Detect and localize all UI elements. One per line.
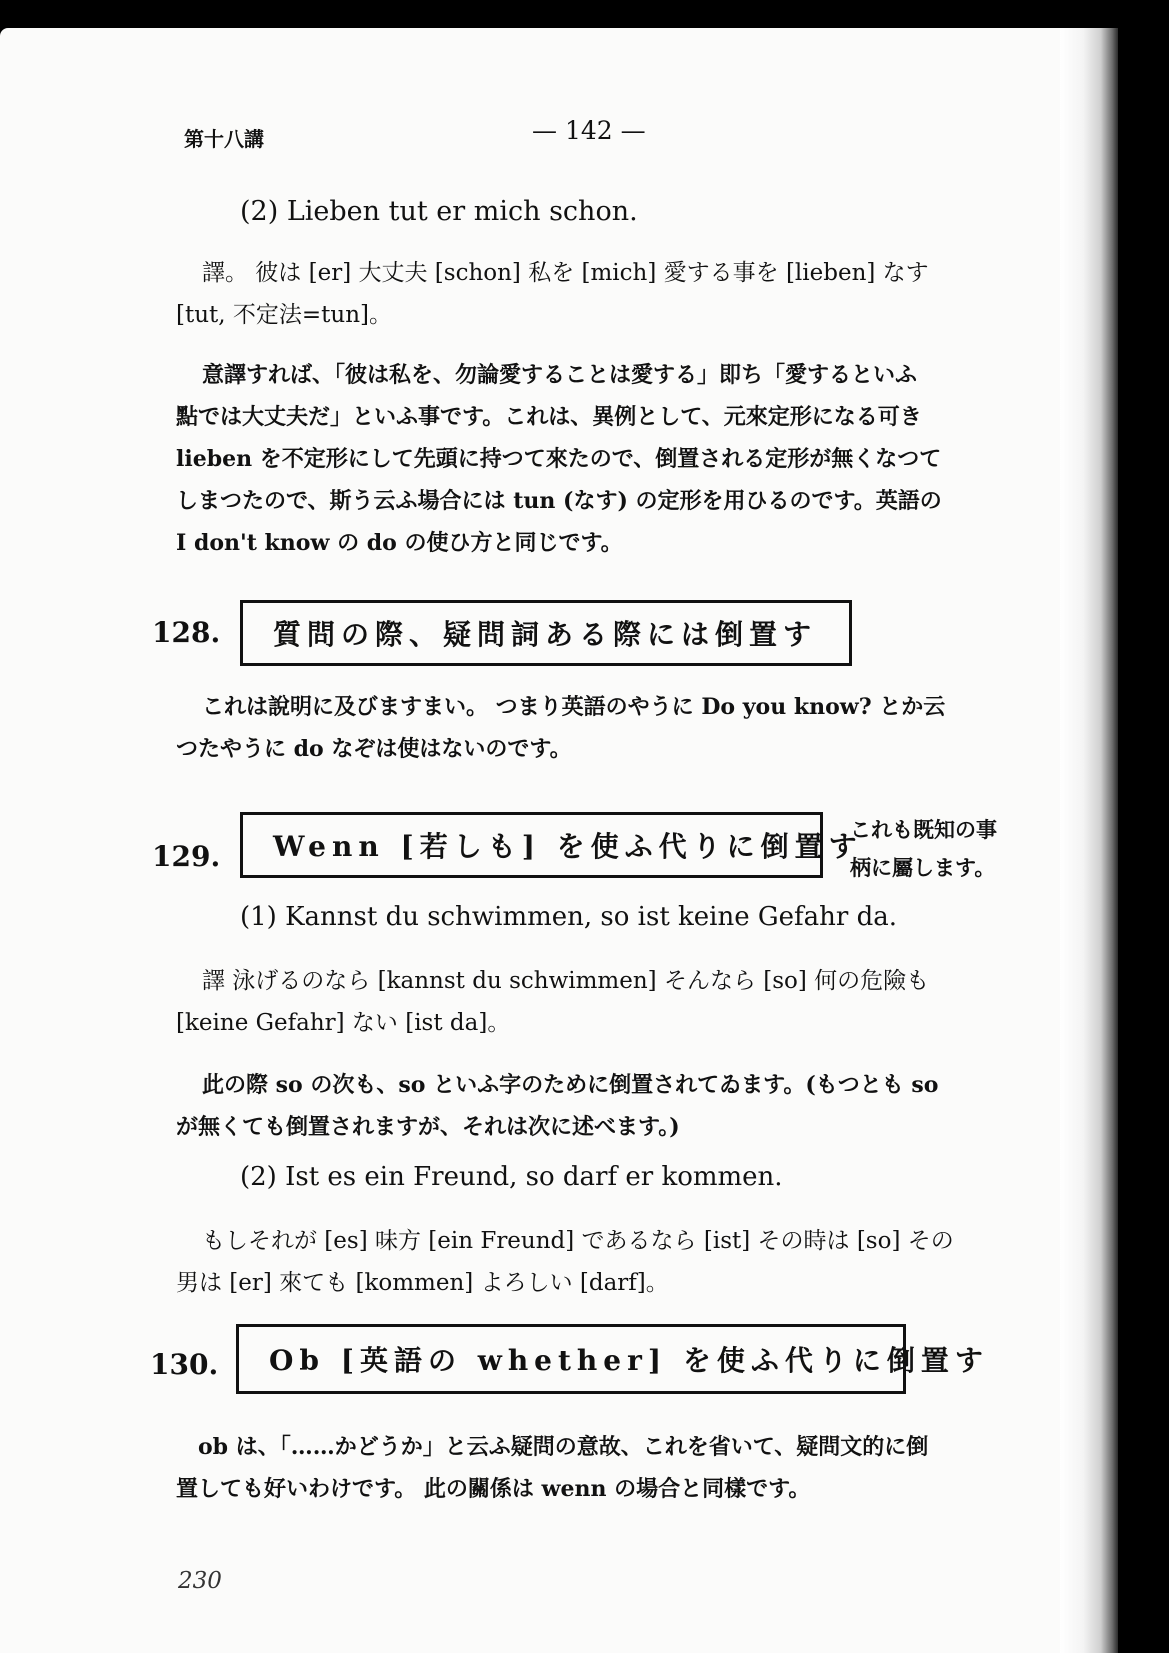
section-heading: Ob [英語の whether] を使ふ代りに倒置す — [269, 1344, 989, 1377]
translation-line: [keine Gefahr] ない [ist da]。 — [176, 1010, 511, 1036]
paragraph-line: ob は、「……かどうか」と云ふ疑問の意故、これを省いて、疑問文的に倒 — [198, 1434, 929, 1460]
chapter-title: 第十八講 — [184, 127, 264, 151]
paragraph-line: 置しても好いわけです。 此の關係は wenn の場合と同樣です。 — [176, 1476, 811, 1502]
page-spine-shadow — [1060, 28, 1118, 1653]
section-heading-box — [240, 600, 852, 666]
paragraph-line: これは說明に及びますまい。 つまり英語のやうに Do you know? とか云 — [202, 694, 946, 720]
paragraph-line: が無くても倒置されますが、それは次に述べます。) — [176, 1114, 680, 1140]
translation-line: 譯 泳げるのなら [kannst du schwimmen] そんなら [so] 何の危險も — [202, 968, 930, 994]
translation-line: [tut, 不定法=tun]。 — [176, 302, 393, 328]
translation-line: 男は [er] 來ても [kommen] よろしい [darf]。 — [176, 1270, 669, 1296]
side-note-line: これも既知の事 — [850, 817, 997, 842]
paragraph-line: 意譯すれば、「彼は私を、勿論愛することは愛する」即ち「愛するといふ — [202, 362, 918, 388]
example-sentence: (2) Lieben tut er mich schon. — [240, 196, 638, 227]
section-heading: Wenn [若しも] を使ふ代りに倒置す — [273, 830, 863, 863]
running-page-number: — 142 — — [532, 116, 646, 145]
example-sentence: (1) Kannst du schwimmen, so ist keine Gefahr da. — [240, 902, 898, 932]
section-number: 128. — [152, 616, 221, 649]
paragraph-line: I don't know の do の使ひ方と同じです。 — [176, 530, 623, 556]
section-number: 129. — [152, 840, 221, 873]
section-heading: 質問の際、疑問詞ある際には倒置す — [273, 618, 818, 651]
section-number: 130. — [150, 1348, 219, 1381]
section-heading-box — [240, 812, 863, 878]
book-page — [0, 28, 1118, 1653]
paragraph-line: 點では大丈夫だ」といふ事です。これは、異例として、元來定形になる可き — [176, 404, 922, 430]
paragraph-line: 此の際 so の次も、so といふ字のために倒置されてゐます。(もつとも so — [202, 1072, 939, 1098]
paragraph-line: lieben を不定形にして先頭に持つて來たので、倒置される定形が無くなつて — [176, 446, 942, 472]
side-note-line: 柄に屬します。 — [850, 855, 996, 880]
paragraph-line: しまつたので、斯う云ふ場合には tun (なす) の定形を用ひるのです。英語の — [176, 488, 942, 514]
section-heading-box — [236, 1324, 989, 1394]
footer-page-number: 230 — [178, 1568, 222, 1594]
example-sentence: (2) Ist es ein Freund, so darf er kommen. — [240, 1162, 783, 1192]
paragraph-line: つたやうに do なぞは使はないのです。 — [176, 736, 572, 762]
translation-line: もしそれが [es] 味方 [ein Freund] であるなら [ist] その時は [so] その — [202, 1228, 954, 1254]
translation-line: 譯。 彼は [er] 大丈夫 [schon] 私を [mich] 愛する事を [lieben] なす — [202, 260, 929, 286]
